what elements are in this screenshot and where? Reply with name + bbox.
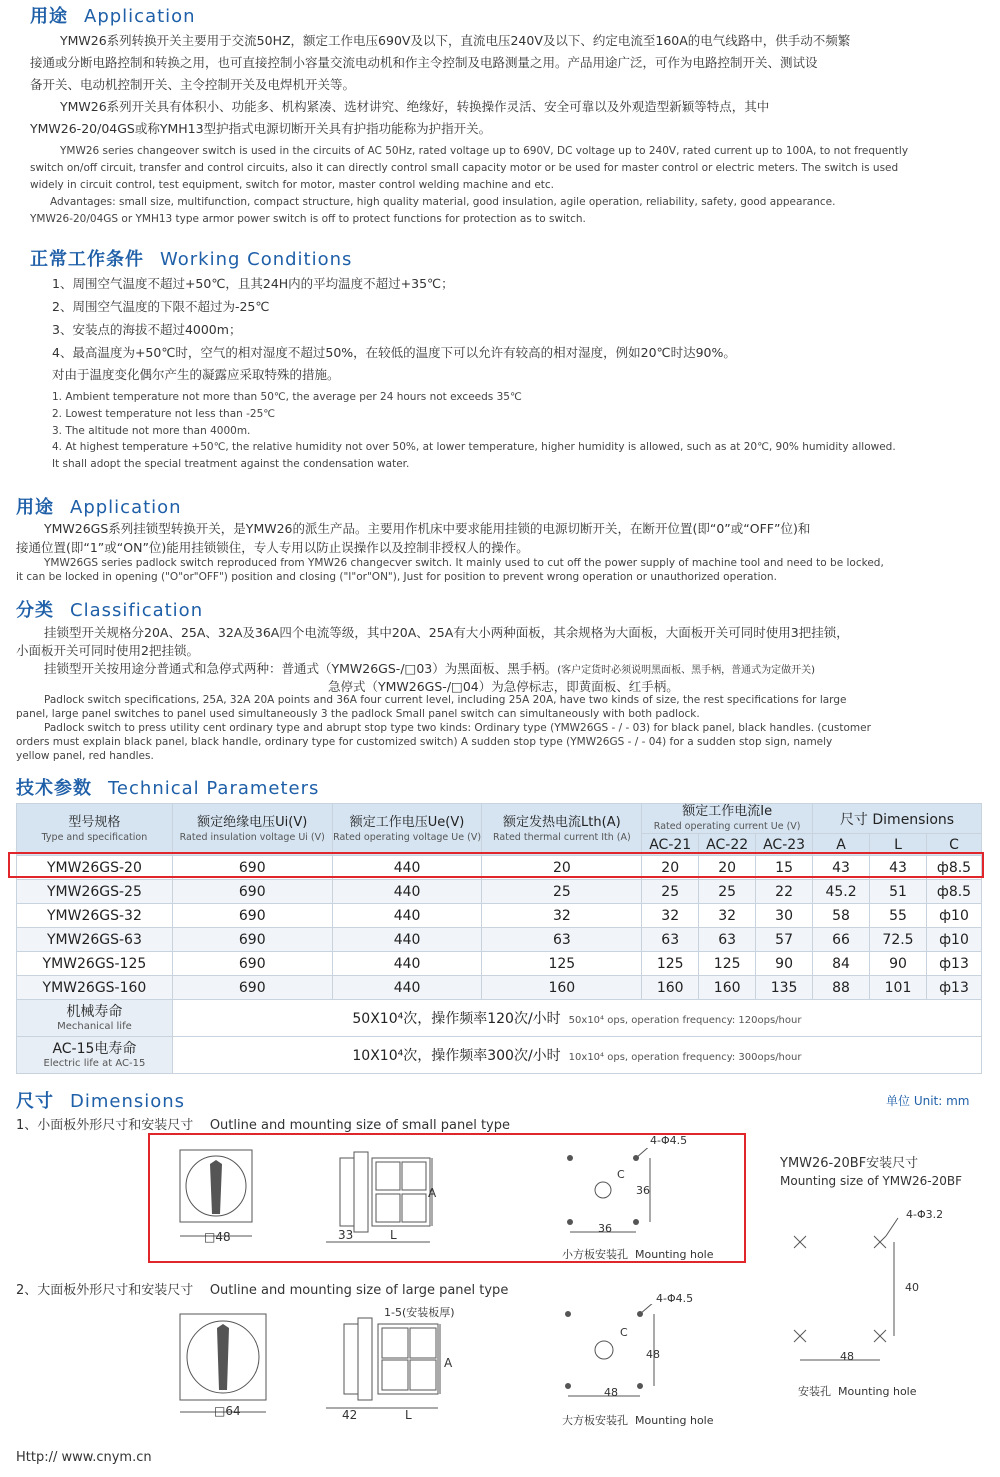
table-row-mechanical-life: [17, 1000, 982, 1037]
cell-c: ф13: [926, 952, 981, 976]
large-panel-side-view: [322, 1312, 462, 1412]
cell-ac23: 22: [756, 880, 813, 904]
cell-ui: 690: [172, 976, 332, 1000]
app2-cn-line-1: YMW26GS系列挂锁型转换开关，是YMW26的派生产品。主要用作机床中要求能用挂锁的电源切断开关，在断开位置(即“0”或“OFF”位)和: [44, 521, 811, 536]
section-title-working-conditions: 正常工作条件 Working Conditions: [30, 249, 353, 270]
cell-elec-label: AC-15电寿命 Electric life at AC-15: [17, 1037, 173, 1074]
small-a-label: A: [428, 1186, 437, 1200]
bf-holes-label: 4-Φ3.2: [906, 1208, 944, 1221]
cell-ac23: 30: [756, 904, 813, 928]
working-cn-line-2: 2、周围空气温度的下限不超过为-25℃: [52, 299, 270, 314]
cell-ac21: 20: [642, 856, 699, 880]
app-en-line-5: YMW26-20/04GS or YMH13 type armor power switch is off to protect functions for protection as to switch.: [30, 213, 586, 225]
cell-a: 84: [813, 952, 870, 976]
cell-ac23: 90: [756, 952, 813, 976]
working-en-line-1: 1. Ambient temperature not more than 50℃, the average per 24 hours not exceeds 35℃: [52, 391, 522, 403]
class-cn-line-2: 小面板开关可同时使用2把挂锁。: [16, 643, 199, 658]
small-panel-title: 1、小面板外形尺寸和安装尺寸 Outline and mounting size of small panel type: [16, 1118, 510, 1133]
small-spacing-v-label: 36: [636, 1184, 650, 1197]
section-title-classification: 分类 Classification: [16, 600, 204, 621]
header-ui: 额定绝缘电压Ui(V) Rated insulation voltage Ui (V): [172, 804, 332, 856]
app2-cn-line-2: 接通位置(即“1”或“ON”位)能用挂锁锁住，专人专用以防止误操作以及控制非授权人的操作。: [16, 540, 529, 555]
cell-c: ф8.5: [926, 856, 981, 880]
cell-model: YMW26GS-125: [17, 952, 173, 976]
class-cn-line-1: 挂锁型开关规格分20A、25A、32A及36A四个电流等级，其中20A、25A有大小两种面板，其余规格为大面板，大面板开关可同时使用3把挂锁，: [44, 625, 849, 640]
cell-c: ф13: [926, 976, 981, 1000]
large-spacing-v-label: 48: [646, 1348, 660, 1361]
cell-model: YMW26GS-160: [17, 976, 173, 1000]
cell-l: 72.5: [870, 928, 927, 952]
class-en-line-1: Padlock switch specifications, 25A, 32A 20A points and 36A four current level, including 25A 20A, have two kinds of size, the rest specifications for large: [44, 694, 847, 706]
cell-c: ф10: [926, 904, 981, 928]
cell-c: ф8.5: [926, 880, 981, 904]
app-cn-line-3: 备开关、电动机控制开关、主令控制开关及电焊机开关等。: [30, 77, 356, 92]
cell-lth: 63: [482, 928, 642, 952]
bf-title-en: Mounting size of YMW26-20BF: [780, 1174, 962, 1188]
cell-ac21: 125: [642, 952, 699, 976]
cell-l: 55: [870, 904, 927, 928]
small-depth-label: 33: [338, 1228, 354, 1242]
cell-ue: 440: [332, 928, 482, 952]
working-cn-line-1: 1、周围空气温度不超过+50℃，且其24H内的平均温度不超过+35℃；: [52, 276, 454, 291]
cell-ac22: 32: [699, 904, 756, 928]
cell-l: 43: [870, 856, 927, 880]
table-row: [17, 880, 982, 904]
cell-lth: 125: [482, 952, 642, 976]
row-highlight-box: [8, 852, 984, 878]
cell-ue: 440: [332, 856, 482, 880]
cell-mech-value: 50X10⁴次，操作频率120次/小时 50x10⁴ ops, operation frequency: 120ops/hour: [172, 1000, 981, 1037]
cell-model: YMW26GS-20: [17, 856, 173, 880]
large-c-label: C: [620, 1326, 628, 1339]
technical-parameters-table: [16, 803, 982, 1074]
cell-ue: 440: [332, 880, 482, 904]
cell-ac23: 15: [756, 856, 813, 880]
table-row: [17, 928, 982, 952]
cell-ui: 690: [172, 928, 332, 952]
cell-ac22: 20: [699, 856, 756, 880]
cell-lth: 32: [482, 904, 642, 928]
header-ac22: AC-22: [699, 834, 756, 856]
cell-l: 101: [870, 976, 927, 1000]
cell-ac22: 125: [699, 952, 756, 976]
cell-ac21: 25: [642, 880, 699, 904]
cell-model: YMW26GS-63: [17, 928, 173, 952]
bf-v-label: 40: [905, 1281, 919, 1294]
header-model: 型号规格 Type and specification: [17, 804, 173, 856]
cell-ac22: 63: [699, 928, 756, 952]
working-cn-line-4: 4、最高温度为+50℃时，空气的相对湿度不超过50%，在较低的温度下可以允许有较高的相对湿度，例如20℃时达90%。: [52, 345, 736, 360]
app-en-line-2: switch on/off circuit, transfer and control circuits, also it can directly control small capacity motor or be used for master control or electric meters. The switch is used: [30, 162, 899, 174]
class-en-line-5: yellow panel, red handles.: [16, 750, 154, 762]
working-en-line-4: 4. At highest temperature +50℃, the relative humidity not over 50%, at lower temperature, higher humidity is allowed, such as at 20℃, 90% humidity allowed.: [52, 441, 896, 453]
cell-c: ф10: [926, 928, 981, 952]
table-row-electric-life: [17, 1037, 982, 1074]
footer-url[interactable]: Http:// www.cnym.cn: [16, 1450, 152, 1465]
app-cn-line-1: YMW26系列转换开关主要用于交流50HZ，额定工作电压690V及以下，直流电压240V及以下、约定电流至160A的电气线路中，供手动不频繁: [60, 33, 851, 48]
table-row: [17, 952, 982, 976]
section-title-application: 用途 Application: [30, 6, 196, 27]
working-en-line-2: 2. Lowest temperature not less than -25℃: [52, 408, 276, 420]
cell-ui: 690: [172, 952, 332, 976]
large-l-label: L: [405, 1408, 412, 1422]
cell-ac21: 32: [642, 904, 699, 928]
cell-ui: 690: [172, 904, 332, 928]
small-spacing-h-label: 36: [598, 1222, 612, 1235]
app-en-line-4: Advantages: small size, multifunction, compact structure, high quality material, good insulation, agile operation, reliability, safety, good appearance.: [50, 196, 836, 208]
cell-model: YMW26GS-25: [17, 880, 173, 904]
cell-a: 58: [813, 904, 870, 928]
large-holes-label: 4-Φ4.5: [656, 1292, 694, 1305]
header-ac23: AC-23: [756, 834, 813, 856]
cell-ac22: 25: [699, 880, 756, 904]
cell-ac21: 63: [642, 928, 699, 952]
cell-lth: 20: [482, 856, 642, 880]
cell-mech-label: 机械寿命 Mechanical life: [17, 1000, 173, 1037]
cell-ac22: 160: [699, 976, 756, 1000]
cell-model: YMW26GS-32: [17, 904, 173, 928]
cell-ac21: 160: [642, 976, 699, 1000]
header-c: C: [926, 834, 981, 856]
cell-lth: 160: [482, 976, 642, 1000]
cell-ui: 690: [172, 856, 332, 880]
cell-ui: 690: [172, 880, 332, 904]
cell-a: 43: [813, 856, 870, 880]
cell-lth: 25: [482, 880, 642, 904]
large-hole-caption: 大方板安装孔 Mounting hole: [562, 1414, 714, 1427]
cell-ue: 440: [332, 976, 482, 1000]
bf-title-cn: YMW26-20BF安装尺寸: [780, 1156, 919, 1171]
header-ue: 额定工作电压Ue(V) Rated operating voltage Ue (V): [332, 804, 482, 856]
small-c-label: C: [617, 1168, 625, 1181]
cell-a: 66: [813, 928, 870, 952]
header-dimensions: 尺寸 Dimensions: [813, 804, 982, 834]
cell-l: 51: [870, 880, 927, 904]
large-a-label: A: [444, 1356, 453, 1370]
cell-ac23: 57: [756, 928, 813, 952]
app-en-line-1: YMW26 series changeover switch is used in the circuits of AC 50Hz, rated voltage up to 690V, DC voltage up to 240V, rated current up to 100A, to not frequently: [60, 145, 909, 157]
header-l: L: [870, 834, 927, 856]
header-a: A: [813, 834, 870, 856]
small-holes-label: 4-Φ4.5: [650, 1134, 688, 1147]
section-title-dimensions: 尺寸 Dimensions: [16, 1091, 186, 1112]
class-en-line-2: panel, large panel switches to panel used simultaneously 3 the padlock Small panel switch can simultaneously with both padlock.: [16, 708, 700, 720]
bf-hole-caption: 安装孔 Mounting hole: [798, 1385, 917, 1398]
section-title-technical-parameters: 技术参数 Technical Parameters: [16, 778, 320, 799]
large-spacing-h-label: 48: [604, 1386, 618, 1399]
app-en-line-3: widely in circuit control, test equipment, switch for motor, master control welding machine and etc.: [30, 179, 555, 191]
cell-elec-value: 10X10⁴次，操作频率300次/小时 10x10⁴ ops, operation frequency: 300ops/hour: [172, 1037, 981, 1074]
working-en-line-3: 3. The altitude not more than 4000m.: [52, 425, 251, 437]
class-cn-line-3: 挂锁型开关按用途分普通式和急停式两种：普通式（YMW26GS-/□03）为黑面板、黑手柄。(客户定货时必须说明黑面板、黑手柄，普通式为定做开关): [44, 661, 816, 676]
small-panel-width-label: □48: [204, 1230, 231, 1244]
cell-ue: 440: [332, 904, 482, 928]
cell-ac23: 135: [756, 976, 813, 1000]
header-lth: 额定发热电流Lth(A) Rated thermal current Ith (A): [482, 804, 642, 856]
large-depth-label: 42: [342, 1408, 358, 1422]
small-hole-caption: 小方板安装孔 Mounting hole: [562, 1248, 714, 1261]
table-row: [17, 904, 982, 928]
cell-ue: 440: [332, 952, 482, 976]
class-cn-note: (客户定货时必须说明黑面板、黑手柄，普通式为定做开关): [557, 665, 816, 676]
bf-h-label: 48: [840, 1350, 854, 1363]
working-cn-line-3: 3、安装点的海拔不超过4000m；: [52, 322, 242, 337]
unit-label: 单位 Unit: mm: [886, 1094, 970, 1108]
app2-en-line-1: YMW26GS series padlock switch reproduced from YMW26 changecver switch. It mainly used to cut off the power supply of machine tool and need to be locked,: [44, 557, 884, 569]
header-ac21: AC-21: [642, 834, 699, 856]
section-title-application-gs: 用途 Application: [16, 497, 182, 518]
working-en-line-5: It shall adopt the special treatment against the condensation water.: [52, 458, 410, 470]
cell-l: 90: [870, 952, 927, 976]
app2-en-line-2: it can be locked in opening ("O"or"OFF") position and closing ("I"or"ON"), Just for position to prevent wrong operation or unauthorized operation.: [16, 571, 777, 583]
cell-a: 45.2: [813, 880, 870, 904]
class-cn-line-4: 急停式（YMW26GS-/□04）为急停标志，即黄面板、红手柄。: [328, 679, 679, 694]
cell-a: 88: [813, 976, 870, 1000]
app-cn-line-4: YMW26系列开关具有体积小、功能多、机构紧凑、选材讲究、绝缘好，转换操作灵活、安全可靠以及外观造型新颖等特点，其中: [60, 99, 770, 114]
large-panel-width-label: □64: [214, 1404, 241, 1418]
app-cn-line-2: 接通或分断电路控制和转换之用，也可直接控制小容量交流电动机和作主令控制及电路测量之用。产品用途广泛，可作为电路控制开关、测试设: [30, 55, 818, 70]
header-ie: 额定工作电流Ie Rated operating current Ue (V): [642, 804, 813, 834]
working-cn-line-5: 对由于温度变化偶尔产生的凝露应采取特殊的措施。: [52, 367, 340, 382]
table-row: [17, 976, 982, 1000]
app-cn-line-5: YMW26-20/04GS或称YMH13型护指式电源切断开关具有护指功能称为护指开关。: [30, 121, 492, 136]
large-panel-title: 2、大面板外形尺寸和安装尺寸 Outline and mounting size of large panel type: [16, 1283, 509, 1298]
small-l-label: L: [390, 1228, 397, 1242]
plate-thickness-label: 1-5(安装板厚): [384, 1306, 455, 1319]
class-en-line-4: orders must explain black panel, black handle, ordinary type for customized switch) A sudden stop type (YMW26GS - / - 04) for a sudden stop sign, namely: [16, 736, 833, 748]
class-en-line-3: Padlock switch to press utility cent ordinary type and abrupt stop type two kinds: Ordinary type (YMW26GS - / - 03) for black panel, black handles. (customer: [44, 722, 871, 734]
